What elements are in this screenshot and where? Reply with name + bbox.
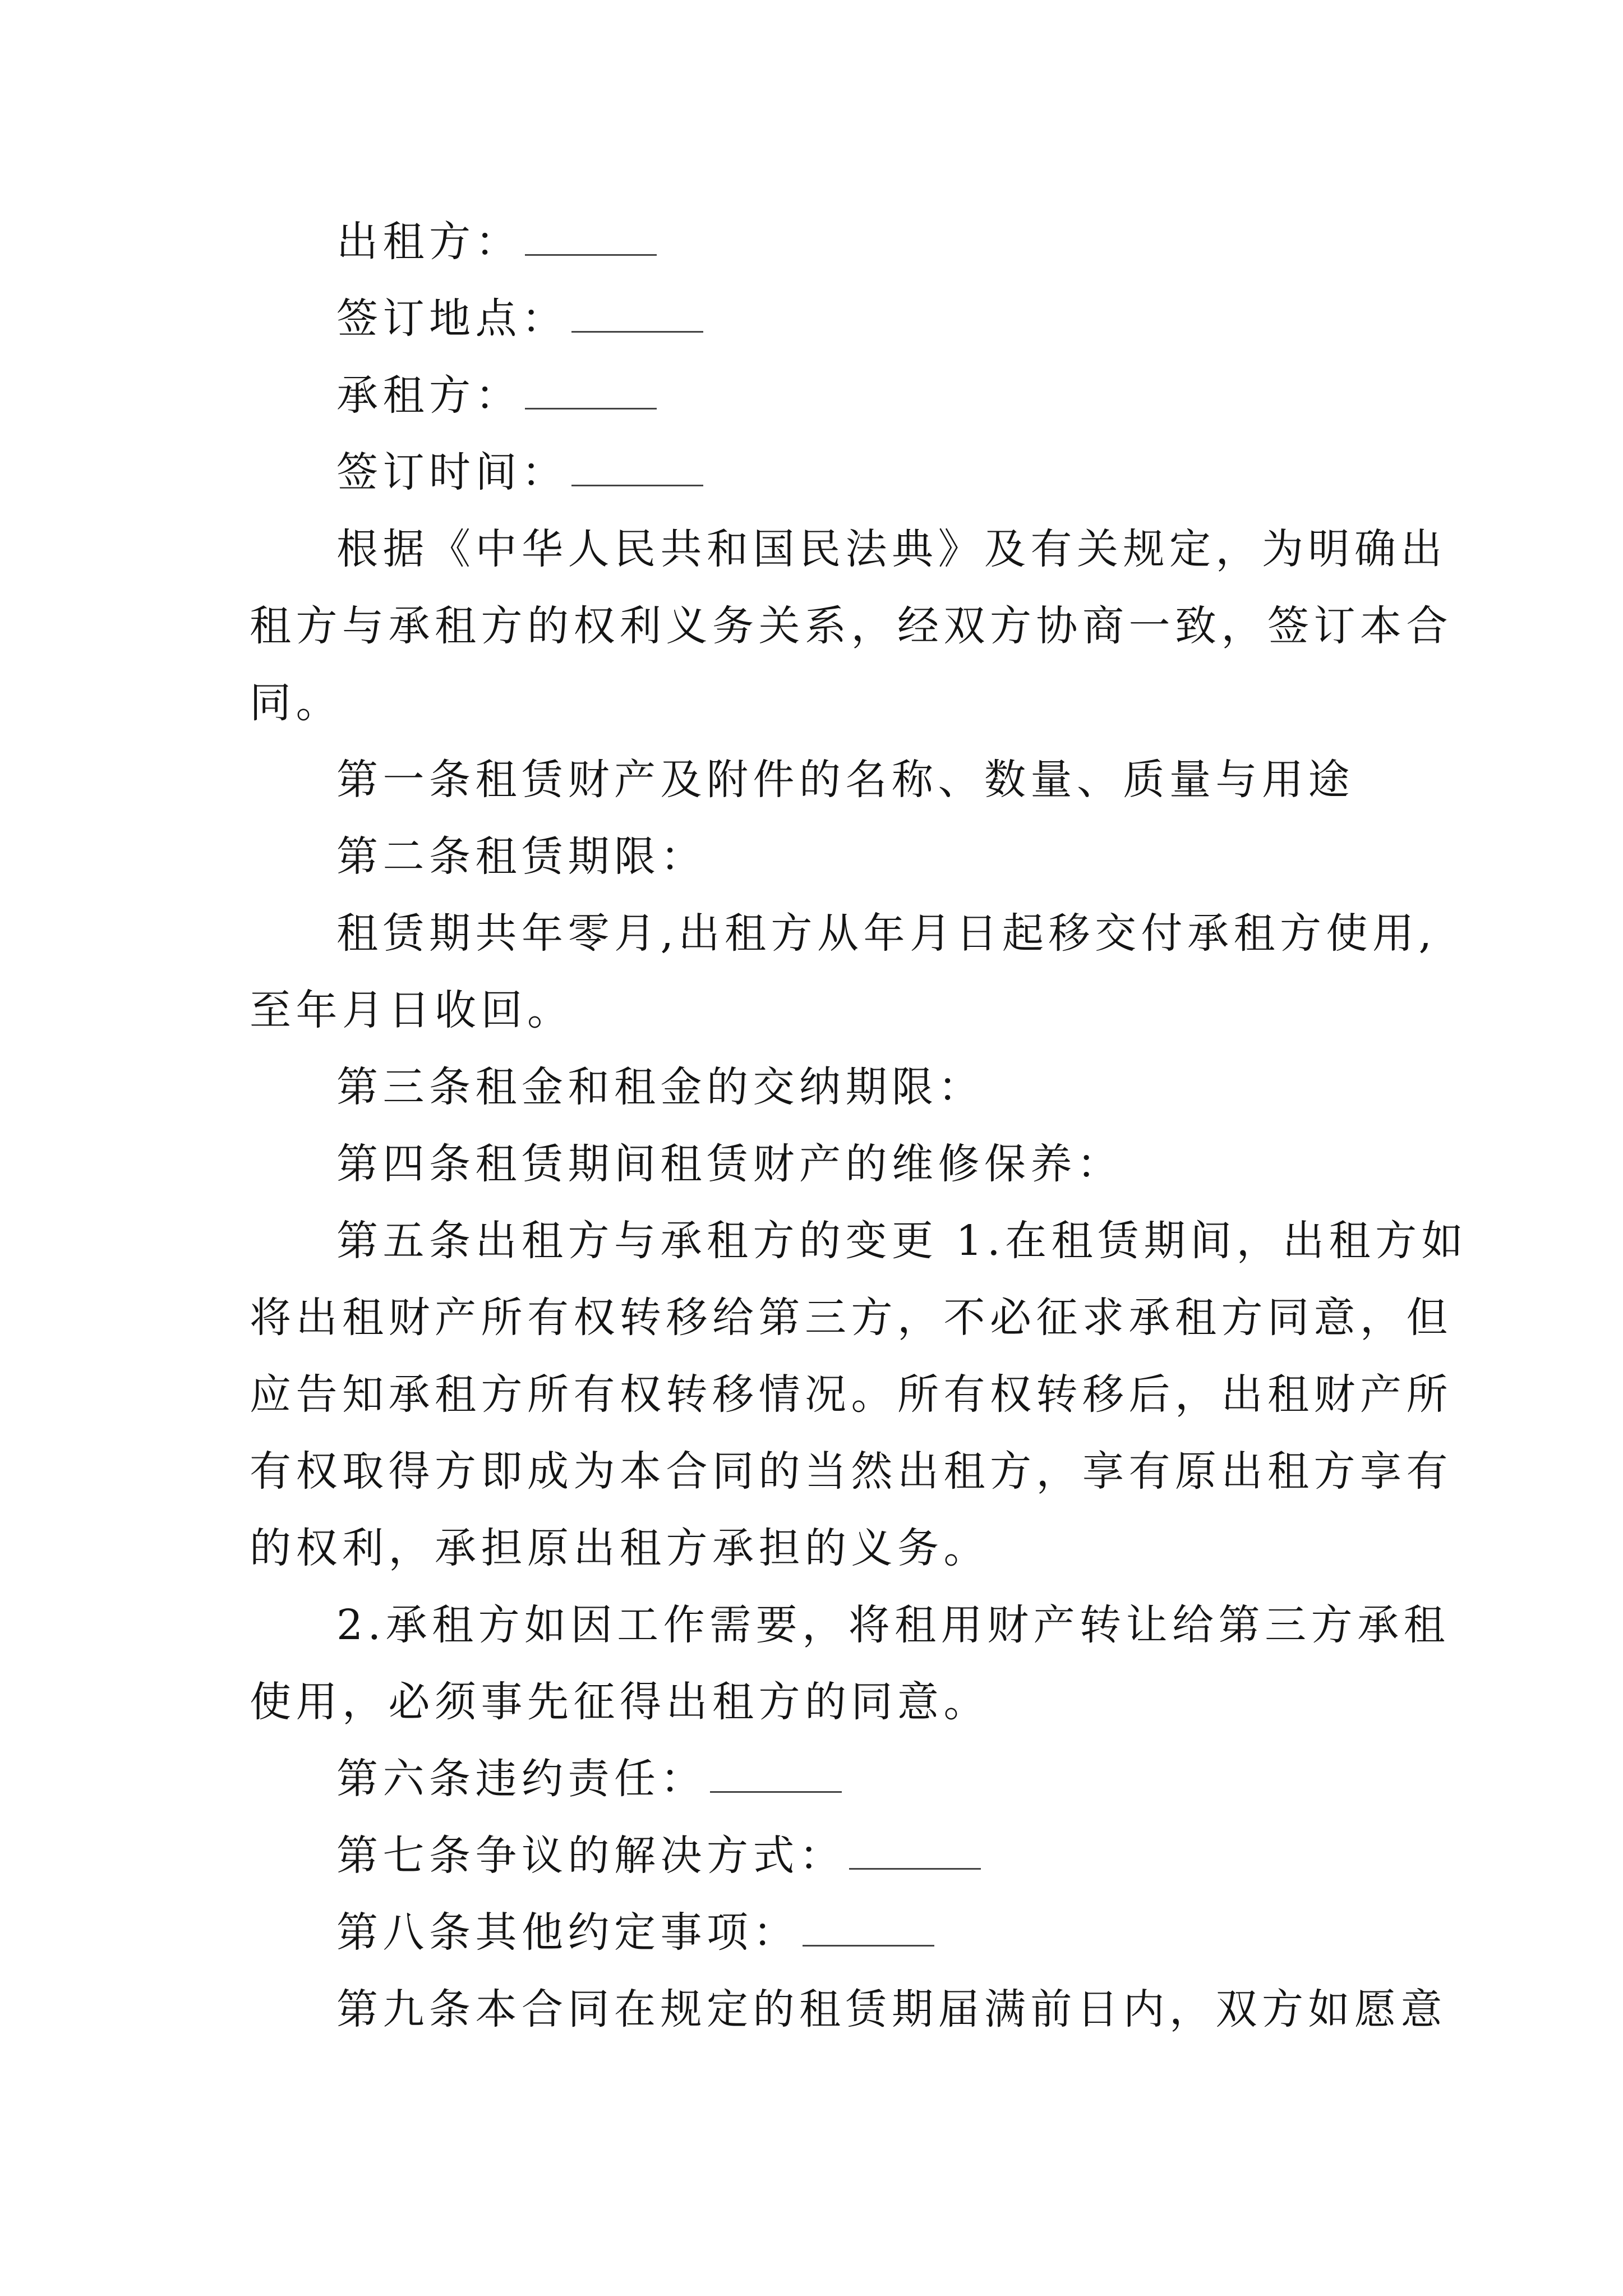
lessee-line [250, 370, 1399, 421]
article-2-line-2: 至年月日收回。 [250, 986, 574, 1034]
article-6-blank [710, 1757, 842, 1793]
article-6-line [250, 1753, 1399, 1805]
signing-time-blank [571, 451, 703, 486]
article-8-line [250, 1907, 1399, 1958]
signing-place-line [250, 293, 1399, 344]
lessor-blank [525, 220, 657, 256]
article-6-label: 第六条违约责任： [336, 1755, 707, 1803]
article-5-line-2: 将出租财产所有权转移给第三方，不必征求承租方同意，但 [250, 1294, 1453, 1342]
lessor-line [250, 216, 1399, 268]
signing-time-label: 签订时间： [336, 448, 568, 496]
article-1-title: 第一条租赁财产及附件的名称、数量、质量与用途 [336, 756, 1354, 804]
lessee-label: 承租方： [336, 371, 522, 420]
preamble-line-2: 租方与承租方的权利义务关系，经双方协商一致，签订本合 [250, 602, 1453, 650]
article-3-title: 第三条租金和租金的交纳期限： [336, 1063, 984, 1111]
article-5-item-2-line-1: 2.承租方如因工作需要，将租用财产转让给第三方承租 [336, 1601, 1450, 1649]
article-5-line-1: 第五条出租方与承租方的变更 1.在租赁期间，出租方如 [336, 1217, 1468, 1265]
article-5-line-4: 有权取得方即成为本合同的当然出租方，享有原出租方享有 [250, 1447, 1453, 1496]
article-7-label: 第七条争议的解决方式： [336, 1832, 846, 1880]
article-5-line-3: 应告知承租方所有权转移情况。所有权转移后，出租财产所 [250, 1370, 1453, 1419]
preamble-line-1: 根据《中华人民共和国民法典》及有关规定，为明确出 [336, 525, 1447, 573]
article-9-line-1: 第九条本合同在规定的租赁期届满前日内，双方如愿意 [336, 1985, 1447, 2033]
article-2-line-1: 租赁期共年零月,出租方从年月日起移交付承租方使用, [336, 909, 1437, 958]
article-5-item-2-line-2: 使用，必须事先征得出租方的同意。 [250, 1678, 990, 1726]
article-7-line [250, 1830, 1399, 1881]
article-8-label: 第八条其他约定事项： [336, 1908, 799, 1957]
signing-place-blank [571, 297, 703, 333]
signing-time-line [250, 447, 1399, 498]
lessee-blank [525, 374, 657, 409]
article-5-line-5: 的权利，承担原出租方承担的义务。 [250, 1524, 990, 1572]
signing-place-label: 签订地点： [336, 295, 568, 343]
lessor-label: 出租方： [336, 218, 522, 266]
article-2-title: 第二条租赁期限： [336, 832, 707, 881]
article-8-blank [803, 1911, 934, 1947]
article-7-blank [849, 1834, 981, 1870]
preamble-line-3: 同。 [250, 679, 342, 727]
article-4-title: 第四条租赁期间租赁财产的维修保养： [336, 1140, 1123, 1188]
